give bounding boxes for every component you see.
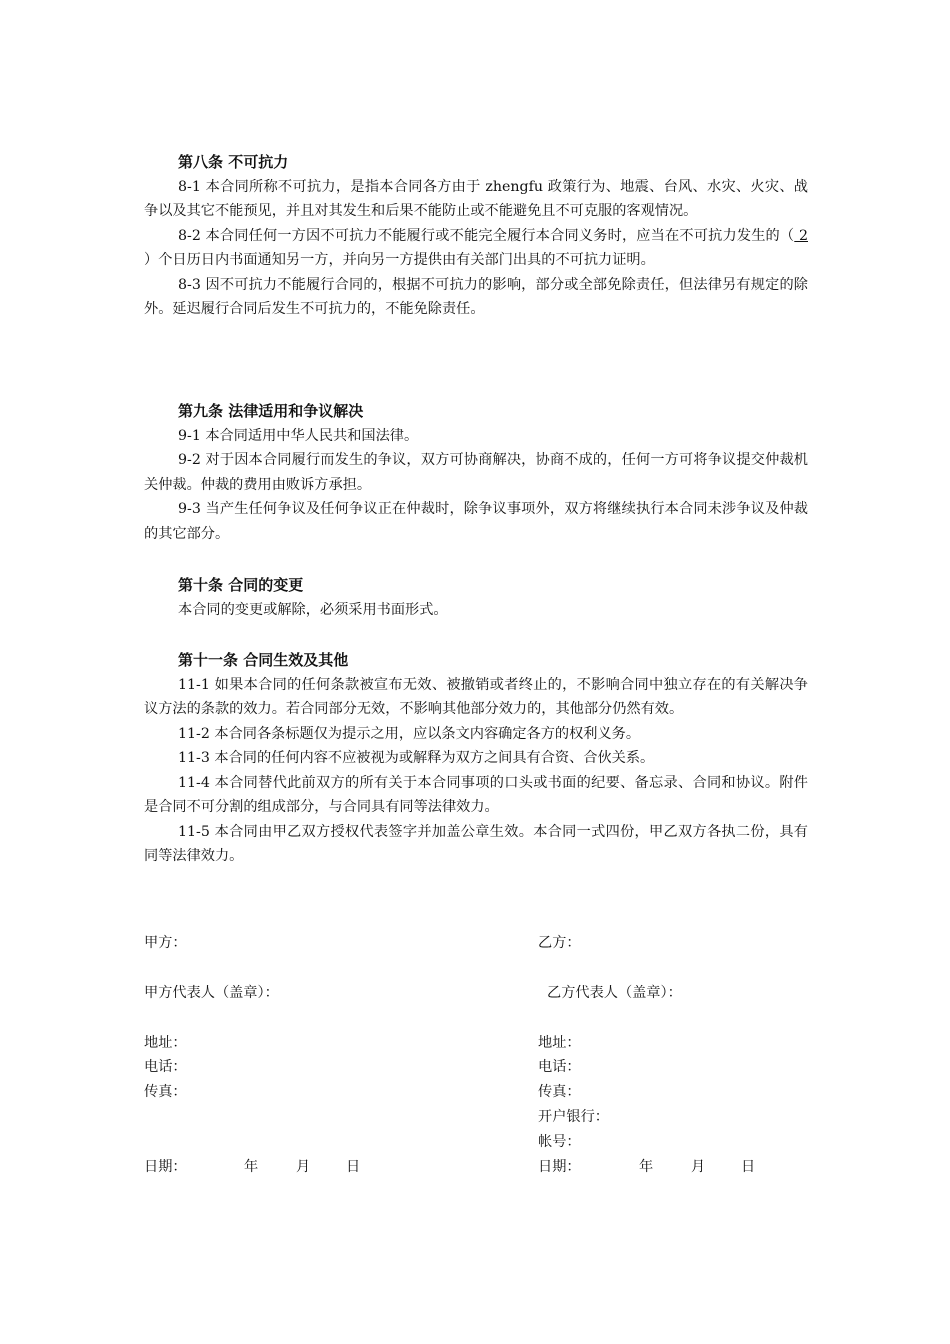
clause-2-text-after: ）个日历日内书面通知另一方，并向另一方提供由有关部门出具的不可抗力证明。	[144, 252, 655, 268]
article-11-clause-3: 11-3 本合同的任何内容不应被视为或解释为双方之间具有合资、合伙关系。	[178, 750, 655, 766]
party-b-bank-label: 开户银行：	[538, 1109, 609, 1125]
article-10	[144, 573, 808, 622]
party-a-representative-label: 甲方代表人（盖章）：	[144, 985, 279, 1001]
party-a-month-label: 月	[296, 1159, 311, 1175]
party-b-phone-label: 电话：	[538, 1059, 581, 1075]
clause-2-text-before: 8-2 本合同任何一方因不可抗力不能履行或不能完全履行本合同义务时，应当在不可抗力发生的（	[178, 227, 795, 244]
article-8-clause-3: 8-3 因不可抗力不能履行合同的，根据不可抗力的影响，部分或全部免除责任，但法律另有规定的除外。延迟履行合同后发生不可抗力的，不能免除责任。	[144, 276, 808, 317]
article-11-clause-4: 11-4 本合同替代此前双方的所有关于本合同事项的口头或书面的纪要、备忘录、合同和协议。附件是合同不可分割的组成部分，与合同具有同等法律效力。	[144, 774, 808, 815]
article-8-clause-2	[144, 224, 808, 273]
article-10-clause-1: 本合同的变更或解除，必须采用书面形式。	[178, 601, 448, 618]
article-9-clause-2: 9-2 对于因本合同履行而发生的争议，双方可协商解决，协商不成的，任何一方可将争议提交仲裁机关仲裁。仲裁的费用由败诉方承担。	[144, 452, 808, 493]
party-a-phone-label: 电话：	[144, 1059, 187, 1075]
article-8-clause-1: 8-1 本合同所称不可抗力，是指本合同各方由于 zhengfu 政策行为、地震、台风、水灾、火灾、战争以及其它不能预见，并且对其发生和后果不能防止或不能避免且不可克服的客观情况。	[144, 178, 808, 219]
article-11	[144, 648, 808, 869]
party-b-year-label: 年	[639, 1159, 654, 1175]
notice-days-value: 2	[794, 227, 808, 244]
party-a-day-label: 日	[346, 1159, 361, 1175]
party-a-date-label: 日期：	[144, 1159, 187, 1175]
article-11-clause-2: 11-2 本合同各条标题仅为提示之用，应以条文内容确定各方的权利义务。	[178, 725, 641, 742]
article-11-clause-5: 11-5 本合同由甲乙双方授权代表签字并加盖公章生效。本合同一式四份，甲乙双方各执二份，具有同等法律效力。	[144, 823, 808, 864]
article-9-clause-3: 9-3 当产生任何争议及任何争议正在仲裁时，除争议事项外，双方将继续执行本合同未涉争议及仲裁的其它部分。	[144, 501, 808, 542]
party-b-fax-label: 传真：	[538, 1084, 581, 1100]
party-b-label: 乙方：	[538, 935, 581, 951]
article-8	[144, 150, 808, 322]
article-9	[144, 399, 808, 546]
party-b-day-label: 日	[741, 1159, 756, 1175]
party-b-address-label: 地址：	[538, 1035, 581, 1051]
party-a-date-line	[144, 1155, 360, 1180]
party-b-month-label: 月	[691, 1159, 706, 1175]
party-a-fax-label: 传真：	[144, 1084, 187, 1100]
article-11-heading: 第十一条 合同生效及其他	[178, 651, 349, 669]
party-a-address-label: 地址：	[144, 1035, 187, 1051]
party-b-date-line	[538, 1155, 755, 1180]
article-11-clause-1: 11-1 如果本合同的任何条款被宣布无效、被撤销或者终止的，不影响合同中独立存在的有关解决争议方法的条款的效力。若合同部分无效，不影响其他部分效力的，其他部分仍然有效。	[144, 676, 808, 717]
article-9-clause-1: 9-1 本合同适用中华人民共和国法律。	[178, 427, 419, 444]
party-a-year-label: 年	[244, 1159, 259, 1175]
party-b-representative-label: 乙方代表人（盖章）：	[547, 985, 682, 1001]
party-b-account-label: 帐号：	[538, 1134, 581, 1150]
article-10-heading: 第十条 合同的变更	[178, 576, 304, 594]
article-9-heading: 第九条 法律适用和争议解决	[178, 402, 364, 420]
party-b-date-label: 日期：	[538, 1159, 581, 1175]
article-8-heading: 第八条 不可抗力	[178, 153, 289, 171]
party-a-label: 甲方：	[144, 935, 187, 951]
